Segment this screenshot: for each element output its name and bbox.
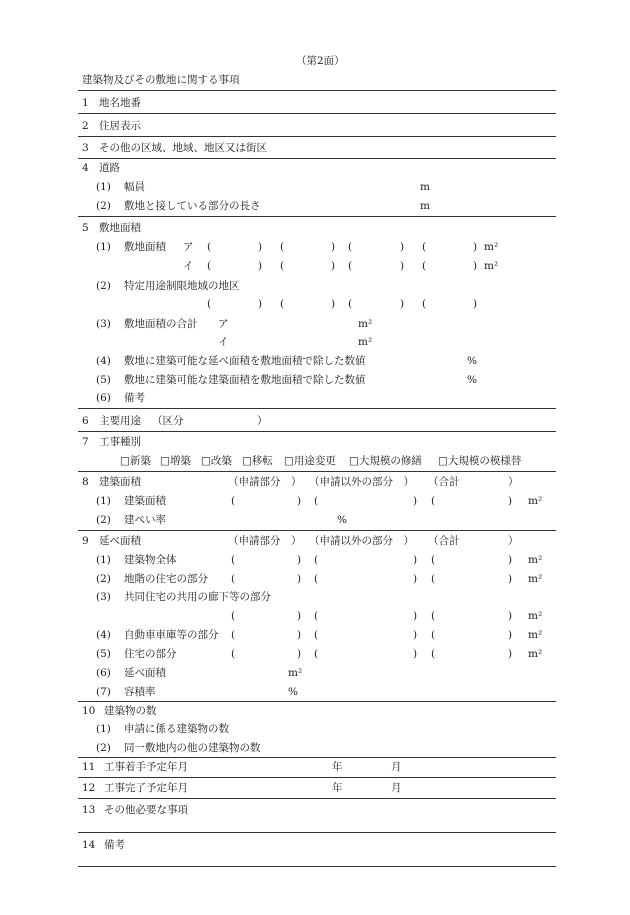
paren-open: (: [431, 554, 436, 566]
divider: [78, 216, 556, 217]
item-2-number: 2: [82, 120, 89, 132]
item-4-number: 4: [82, 162, 89, 174]
paren-close: ): [400, 260, 405, 272]
road-contact-unit: m: [420, 200, 430, 212]
paren-open: (: [231, 610, 236, 622]
floor-area-3-index: (3): [96, 591, 111, 603]
work-type-relocation[interactable]: □移転: [242, 455, 273, 467]
paren-close: ): [413, 573, 418, 585]
paren-close: ): [258, 260, 263, 272]
building-ratio-label: 敷地に建築可能な建築面積を敷地面積で除した数値: [124, 374, 366, 386]
paren-open: (: [348, 298, 353, 310]
unit-sqm: m²: [484, 260, 499, 272]
floor-area-7-unit: %: [288, 686, 298, 698]
paren-open: (: [231, 495, 236, 507]
paren-close: ): [258, 298, 263, 310]
floor-area-6-label: 延べ面積: [124, 667, 166, 679]
building-area-index: (1): [96, 495, 111, 507]
paren-open: (: [314, 648, 319, 660]
paren-open: (: [314, 495, 319, 507]
building-count-1-index: (1): [96, 723, 111, 735]
paren-close: ): [413, 648, 418, 660]
paren-close: ): [297, 610, 302, 622]
floor-area-4-index: (4): [96, 629, 111, 641]
building-ratio-index: (5): [96, 374, 111, 386]
item-3-number: 3: [82, 142, 89, 154]
col-total-close: ）: [508, 535, 519, 547]
paren-close: ): [331, 298, 336, 310]
paren-close: ): [297, 495, 302, 507]
paren-open: (: [231, 573, 236, 585]
item-12-label: 工事完了予定年月: [104, 782, 188, 794]
divider: [78, 113, 556, 114]
building-ratio-unit: %: [467, 374, 477, 386]
paren-close: ): [297, 554, 302, 566]
site-area-label: 敷地面積: [124, 241, 166, 253]
item-5-label: 敷地面積: [99, 222, 141, 234]
item-1-number: 1: [82, 97, 89, 109]
paren-open: (: [422, 298, 427, 310]
paren-open: (: [280, 241, 285, 253]
divider: [78, 701, 556, 702]
floor-area-6-index: (6): [96, 667, 111, 679]
unit-sqm: m²: [528, 573, 543, 585]
floor-area-5-label: 住宅の部分: [124, 648, 177, 660]
paren-open: (: [431, 610, 436, 622]
paren-close: ): [331, 241, 336, 253]
paren-open: (: [314, 629, 319, 641]
divider: [78, 798, 556, 799]
floor-area-7-index: (7): [96, 686, 111, 698]
paren-open: (: [422, 260, 427, 272]
item-14-label: 備考: [104, 839, 125, 851]
paren-open: (: [231, 648, 236, 660]
floor-area-7-label: 容積率: [124, 686, 156, 698]
end-year-label: 年: [332, 782, 343, 794]
paren-open: (: [431, 495, 436, 507]
item-14-number: 14: [82, 839, 96, 851]
item-10-label: 建築物の数: [104, 705, 157, 717]
building-count-1-label: 申請に係る建築物の数: [124, 723, 229, 735]
work-type-new[interactable]: □新築: [120, 455, 151, 467]
unit-sqm: m²: [358, 336, 373, 348]
col-applied-header: （申請部分 ）: [228, 476, 302, 488]
item-1-label: 地名地番: [99, 97, 141, 109]
paren-close: ): [473, 298, 478, 310]
page-label: （第2面）: [296, 55, 345, 67]
building-count-2-index: (2): [96, 742, 111, 754]
paren-open: (: [431, 629, 436, 641]
paren-open: (: [207, 260, 212, 272]
paren-close: ): [508, 495, 513, 507]
floor-ratio-label: 敷地に建築可能な延べ面積を敷地面積で除した数値: [124, 355, 366, 367]
paren-open: (: [231, 629, 236, 641]
paren-close: ): [400, 241, 405, 253]
item-11-number: 11: [82, 761, 96, 773]
item-8-number: 8: [82, 476, 89, 488]
paren-close: ): [508, 610, 513, 622]
paren-open: (: [431, 648, 436, 660]
road-width-label: 幅員: [124, 181, 145, 193]
col-total-header: （合計: [428, 476, 460, 488]
divider: [78, 158, 556, 159]
col-other-header: （申請以外の部分 ）: [309, 535, 414, 547]
floor-ratio-index: (4): [96, 355, 111, 367]
item-13-label: その他必要な事項: [104, 804, 188, 816]
paren-open: (: [422, 241, 427, 253]
divider: [78, 90, 556, 91]
divider: [78, 408, 556, 409]
divider: [78, 431, 556, 432]
paren-close: ): [297, 648, 302, 660]
item-6-label: 主要用途: [99, 415, 141, 427]
site-total-i-label: イ: [218, 336, 229, 348]
paren-open: (: [314, 573, 319, 585]
item-7-number: 7: [82, 436, 89, 448]
site-total-label: 敷地面積の合計: [124, 318, 198, 330]
road-contact-label: 敷地と接している部分の長さ: [124, 200, 261, 212]
divider: [78, 866, 556, 867]
usage-class-label: （区分: [152, 415, 184, 427]
item-13-number: 13: [82, 804, 96, 816]
road-width-index: (1): [96, 181, 111, 193]
col-applied-header: （申請部分 ）: [228, 535, 302, 547]
start-year-label: 年: [332, 761, 343, 773]
paren-close: ): [508, 648, 513, 660]
paren-open: (: [207, 241, 212, 253]
paren-close: ): [473, 241, 478, 253]
work-type-extension[interactable]: □増築: [160, 455, 191, 467]
coverage-label: 建ぺい率: [124, 514, 166, 526]
site-total-a-label: ア: [218, 318, 229, 330]
item-4-label: 道路: [99, 162, 120, 174]
site-remarks-label: 備考: [124, 392, 145, 404]
paren-close: ): [413, 629, 418, 641]
road-contact-index: (2): [96, 200, 111, 212]
item-9-label: 延べ面積: [99, 535, 141, 547]
unit-sqm: m²: [528, 648, 543, 660]
site-area-index: (1): [96, 241, 111, 253]
floor-area-4-label: 自動車車庫等の部分: [124, 629, 219, 641]
item-11-label: 工事着手予定年月: [104, 761, 188, 773]
work-type-major-remodel[interactable]: □大規模の模様替: [438, 455, 522, 467]
floor-ratio-unit: %: [467, 355, 477, 367]
item-5-number: 5: [82, 222, 89, 234]
paren-close: ): [297, 629, 302, 641]
paren-close: ): [413, 554, 418, 566]
floor-area-2-label: 地階の住宅の部分: [124, 573, 208, 585]
site-remarks-index: (6): [96, 392, 111, 404]
work-type-use-change[interactable]: □用途変更: [284, 455, 336, 467]
usage-class-close: ）: [257, 415, 268, 427]
floor-area-5-index: (5): [96, 648, 111, 660]
site-total-index: (3): [96, 318, 111, 330]
unit-sqm: m²: [358, 318, 373, 330]
floor-area-1-label: 建築物全体: [124, 554, 177, 566]
divider: [78, 471, 556, 472]
start-month-label: 月: [391, 761, 402, 773]
paren-close: ): [297, 573, 302, 585]
unit-sqm: m²: [528, 629, 543, 641]
paren-open: (: [431, 573, 436, 585]
divider: [78, 777, 556, 778]
work-type-renovation[interactable]: □改築: [201, 455, 232, 467]
divider: [78, 832, 556, 833]
item-9-number: 9: [82, 535, 89, 547]
end-month-label: 月: [391, 782, 402, 794]
col-total-header: （合計: [428, 535, 460, 547]
col-total-close: ）: [508, 476, 519, 488]
road-width-unit: m: [420, 181, 430, 193]
unit-sqm: m²: [528, 610, 543, 622]
unit-sqm: m²: [528, 554, 543, 566]
paren-open: (: [280, 298, 285, 310]
paren-open: (: [314, 554, 319, 566]
work-type-major-repair[interactable]: □大規模の修繕: [349, 455, 422, 467]
paren-close: ): [508, 573, 513, 585]
item-8-label: 建築面積: [99, 476, 141, 488]
item-10-number: 10: [82, 705, 96, 717]
paren-close: ): [413, 610, 418, 622]
paren-open: (: [348, 260, 353, 272]
site-area-row-a-label: ア: [183, 241, 194, 253]
item-3-label: その他の区域、地域、地区又は街区: [99, 142, 267, 154]
paren-close: ): [473, 260, 478, 272]
paren-open: (: [348, 241, 353, 253]
item-2-label: 住居表示: [99, 120, 141, 132]
paren-close: ): [508, 554, 513, 566]
paren-close: ): [413, 495, 418, 507]
coverage-unit: %: [337, 514, 347, 526]
unit-sqm: m²: [484, 241, 499, 253]
zone-index: (2): [96, 280, 111, 292]
paren-close: ): [400, 298, 405, 310]
zone-label: 特定用途制限地域の地区: [124, 280, 240, 292]
item-12-number: 12: [82, 782, 96, 794]
divider: [78, 530, 556, 531]
divider: [78, 136, 556, 137]
item-6-number: 6: [82, 415, 89, 427]
divider: [78, 757, 556, 758]
building-count-2-label: 同一敷地内の他の建築物の数: [124, 742, 261, 754]
paren-close: ): [508, 629, 513, 641]
paren-open: (: [207, 298, 212, 310]
paren-open: (: [231, 554, 236, 566]
floor-area-2-index: (2): [96, 573, 111, 585]
coverage-index: (2): [96, 514, 111, 526]
floor-area-6-unit: m²: [288, 667, 303, 679]
building-area-label: 建築面積: [124, 495, 166, 507]
section-title: 建築物及びその敷地に関する事項: [82, 74, 240, 86]
unit-sqm: m²: [528, 495, 543, 507]
item-7-label: 工事種別: [99, 436, 141, 448]
paren-open: (: [314, 610, 319, 622]
paren-open: (: [280, 260, 285, 272]
paren-close: ): [331, 260, 336, 272]
paren-close: ): [258, 241, 263, 253]
floor-area-1-index: (1): [96, 554, 111, 566]
col-other-header: （申請以外の部分 ）: [309, 476, 414, 488]
floor-area-3-label: 共同住宅の共用の廊下等の部分: [124, 591, 271, 603]
site-area-row-i-label: イ: [183, 260, 194, 272]
